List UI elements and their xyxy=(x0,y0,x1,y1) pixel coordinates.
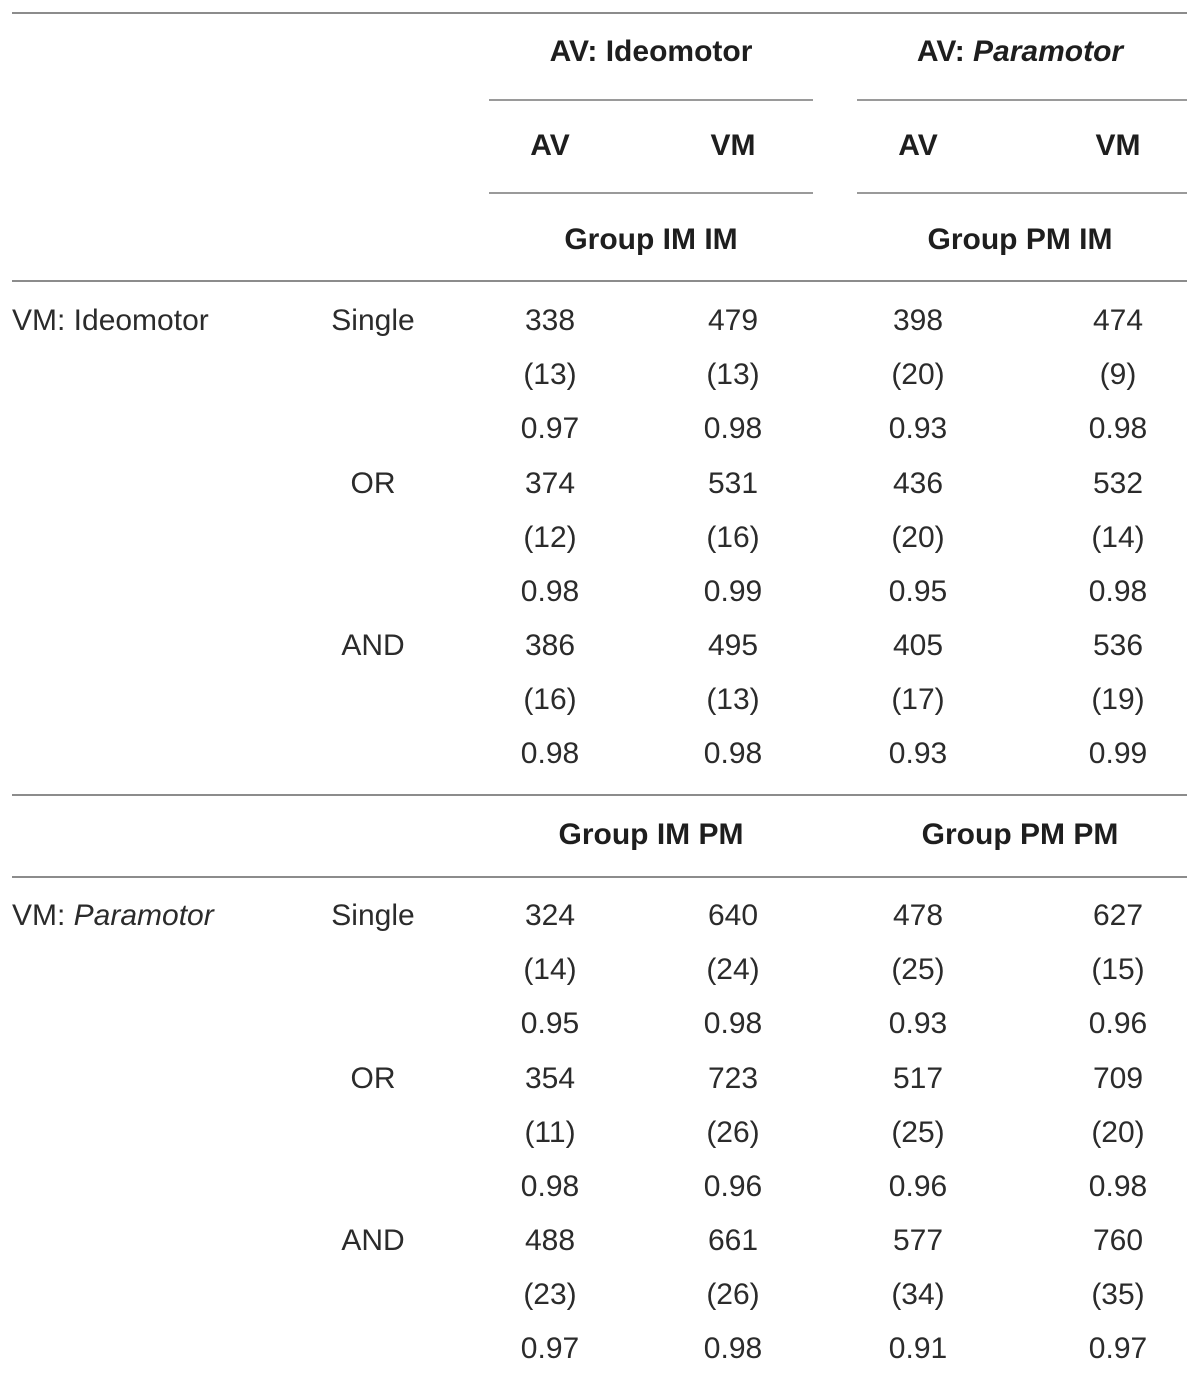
table-cell: (9) xyxy=(1099,358,1137,391)
section2-header-rule xyxy=(12,876,1187,878)
av-ideomotor-rule xyxy=(489,99,813,101)
table-cell: (13) xyxy=(706,683,760,716)
table-cell: 0.95 xyxy=(520,1007,580,1040)
top-rule xyxy=(12,12,1187,14)
table-cell: 517 xyxy=(892,1061,944,1095)
table-cell: 0.99 xyxy=(703,574,763,608)
column-header-av: AV xyxy=(530,129,570,162)
table-cell: 436 xyxy=(892,466,944,500)
table-cell: (13) xyxy=(523,358,577,391)
row-group-label: VM: Ideomotor xyxy=(12,304,209,337)
table-cell: (20) xyxy=(891,520,945,554)
table-cell: 0.96 xyxy=(703,1169,763,1203)
table-cell: 0.97 xyxy=(520,412,580,445)
table-cell: 536 xyxy=(1092,629,1144,662)
table-cell: 479 xyxy=(707,304,759,337)
table-cell: (16) xyxy=(523,683,577,716)
condition-label: OR xyxy=(350,466,396,500)
column-header-av: AV xyxy=(898,129,938,162)
table-cell: 0.98 xyxy=(703,1007,763,1040)
table-cell: (26) xyxy=(706,1115,760,1149)
table-cell: 760 xyxy=(1092,1224,1144,1257)
table-cell: 709 xyxy=(1092,1061,1144,1095)
group-header: Group IM PM xyxy=(558,818,744,851)
table-cell: 0.97 xyxy=(1088,1332,1148,1365)
column-header-rule-right xyxy=(857,192,1187,194)
condition-label: Single xyxy=(331,304,415,337)
table-cell: (24) xyxy=(706,953,760,986)
header-av-paramotor: AV: Paramotor xyxy=(916,35,1124,68)
table-cell: 0.99 xyxy=(1088,737,1148,770)
table-cell: (26) xyxy=(706,1278,760,1311)
condition-label: AND xyxy=(341,629,405,662)
table-cell: (17) xyxy=(891,683,945,716)
table-cell: 405 xyxy=(892,629,944,662)
table-cell: 532 xyxy=(1092,466,1144,500)
header-av-ideomotor: AV: Ideomotor xyxy=(549,35,753,68)
table-cell: (11) xyxy=(524,1115,576,1149)
table-cell: (13) xyxy=(706,358,760,391)
table-cell: 0.98 xyxy=(703,1332,763,1365)
av-paramotor-rule xyxy=(857,99,1187,101)
group-header: Group IM IM xyxy=(564,223,738,256)
table-cell: 0.96 xyxy=(888,1169,948,1203)
row-group-label: VM: Paramotor xyxy=(12,899,214,932)
column-header-vm: VM xyxy=(710,129,756,162)
table-cell: (25) xyxy=(891,1115,945,1149)
table-cell: 0.98 xyxy=(703,412,763,445)
table-cell: 386 xyxy=(524,629,576,662)
table-cell: 723 xyxy=(707,1061,759,1095)
table-cell: 0.91 xyxy=(888,1332,948,1365)
table-cell: (20) xyxy=(891,358,945,391)
table-cell: (14) xyxy=(523,953,577,986)
table-cell: 0.97 xyxy=(520,1332,580,1365)
table-cell: (25) xyxy=(891,953,945,986)
table-cell: 488 xyxy=(524,1224,576,1257)
table-cell: 0.98 xyxy=(1088,574,1148,608)
table-cell: (19) xyxy=(1091,683,1145,716)
table-cell: 495 xyxy=(707,629,759,662)
table-cell: 577 xyxy=(892,1224,944,1257)
table-cell: 531 xyxy=(707,466,759,500)
table-cell: 478 xyxy=(892,899,944,932)
table-cell: 0.96 xyxy=(1088,1007,1148,1040)
table-cell: 0.93 xyxy=(888,737,948,770)
table-cell: 0.98 xyxy=(520,1169,580,1203)
table-cell: 374 xyxy=(524,466,576,500)
table-cell: 0.93 xyxy=(888,412,948,445)
table-cell: (16) xyxy=(706,520,760,554)
condition-label: Single xyxy=(331,899,415,932)
table-cell: 324 xyxy=(524,899,576,932)
table-cell: 0.98 xyxy=(520,737,580,770)
group-header: Group PM PM xyxy=(921,818,1119,851)
table-cell: 338 xyxy=(524,304,576,337)
table-cell: 0.95 xyxy=(888,574,948,608)
column-header-rule-left xyxy=(489,192,813,194)
table-cell: (12) xyxy=(523,520,577,554)
table-cell: 354 xyxy=(524,1061,576,1095)
table-cell: 640 xyxy=(707,899,759,932)
table-cell: (34) xyxy=(891,1278,945,1311)
table-cell: 0.98 xyxy=(1088,1169,1148,1203)
header-bottom-rule xyxy=(12,280,1187,282)
column-header-vm: VM xyxy=(1095,129,1141,162)
table-cell: 474 xyxy=(1092,304,1144,337)
table-cell: (20) xyxy=(1091,1115,1145,1149)
section-divider-rule xyxy=(12,794,1187,796)
table-cell: 0.98 xyxy=(703,737,763,770)
table-cell: (14) xyxy=(1091,520,1145,554)
table-cell: (23) xyxy=(523,1278,577,1311)
table-cell: (35) xyxy=(1091,1278,1145,1311)
condition-label: OR xyxy=(350,1061,396,1095)
group-header: Group PM IM xyxy=(927,223,1113,256)
table-cell: 0.98 xyxy=(520,574,580,608)
table-cell: 627 xyxy=(1092,899,1144,932)
condition-label: AND xyxy=(341,1224,405,1257)
table-cell: 398 xyxy=(892,304,944,337)
table-cell: (15) xyxy=(1091,953,1145,986)
table-cell: 0.98 xyxy=(1088,412,1148,445)
table-cell: 661 xyxy=(707,1224,759,1257)
table-cell: 0.93 xyxy=(888,1007,948,1040)
